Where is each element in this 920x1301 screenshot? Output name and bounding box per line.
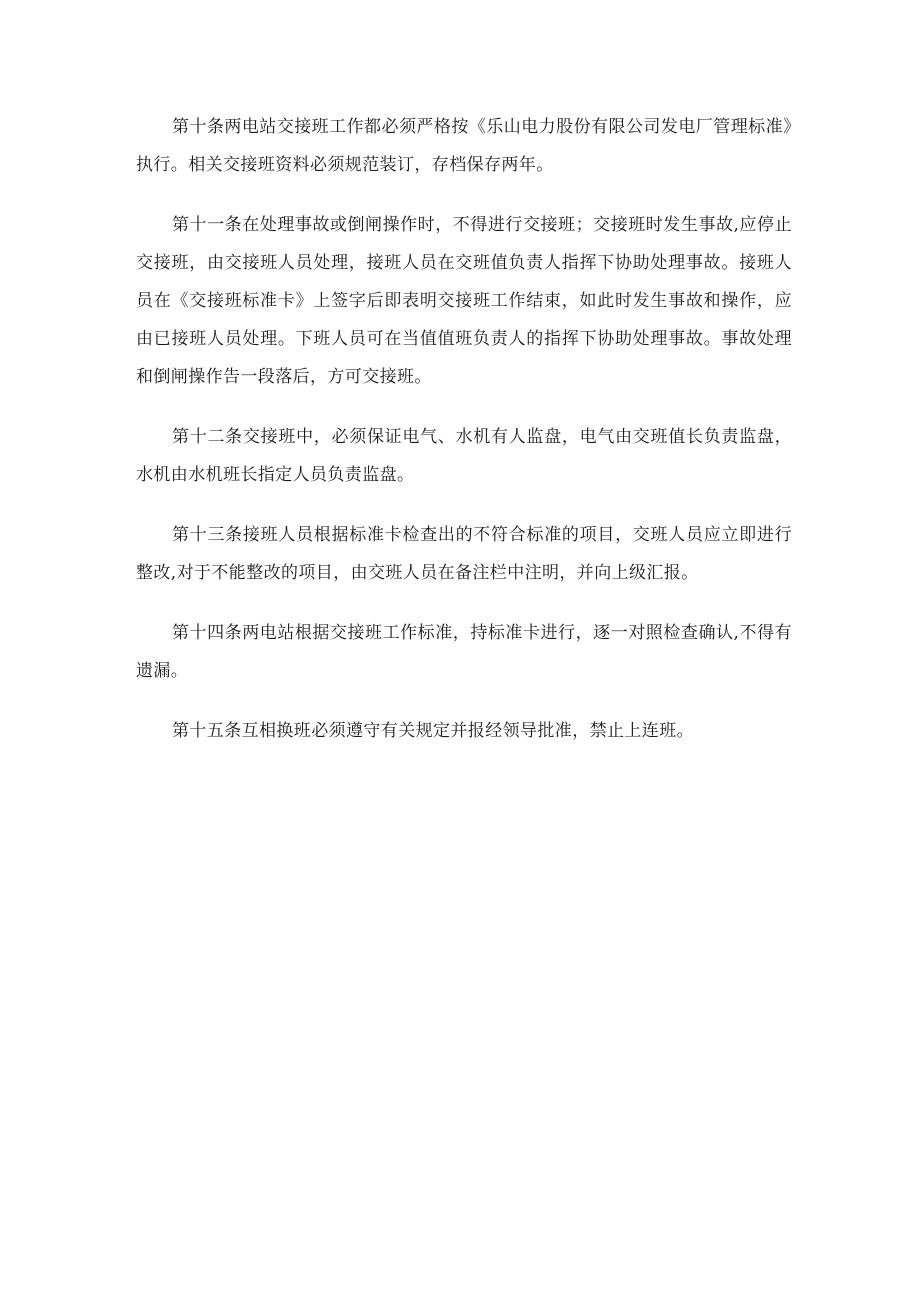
document-body bbox=[136, 108, 792, 772]
article-12-paragraph: 第十二条交接班中，必须保证电气、水机有人监盘，电气由交班值长负责监盘，水机由水机班长指定人员负责监盘。 bbox=[136, 427, 792, 485]
article-10-paragraph: 第十条两电站交接班工作都必须严格按《乐山电力股份有限公司发电厂管理标准》执行。相关交接班资料必须规范装订，存档保存两年。 bbox=[136, 117, 792, 175]
article-15-paragraph: 第十五条互相换班必须遵守有关规定并报经领导批准，禁止上连班。 bbox=[172, 721, 694, 741]
article-11-paragraph: 第十一条在处理事故或倒闸操作时，不得进行交接班；交接班时发生事故,应停止交接班，由交接班人员处理，接班人员在交班值负责人指挥下协助处理事故。接班人员在《交接班标准卡》上签字后即表明交接班工作结束，如此时发生事故和操作，应由已接班人员处理。下班人员可在当值值班负责人的指挥下协助处理事故。事故处理和倒闸操作告一段落后，方可交接班。 bbox=[136, 215, 792, 387]
article-13-paragraph: 第十三条接班人员根据标准卡检查出的不符合标准的项目，交班人员应立即进行整改,对于不能整改的项目，由交班人员在备注栏中注明，并向上级汇报。 bbox=[136, 525, 792, 583]
article-14-paragraph: 第十四条两电站根据交接班工作标准，持标准卡进行，逐一对照检查确认,不得有遗漏。 bbox=[136, 623, 792, 681]
